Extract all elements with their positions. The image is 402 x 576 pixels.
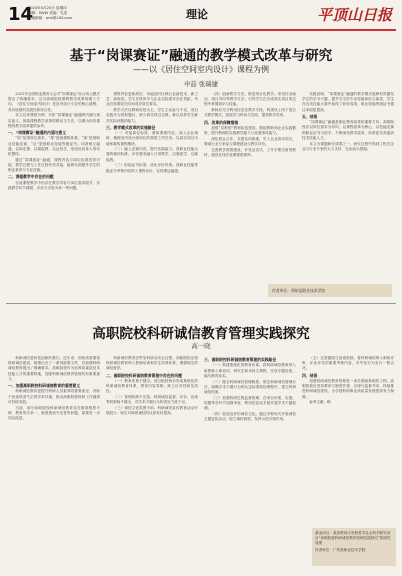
newspaper-masthead: 平顶山日报 (316, 6, 392, 24)
article-2-column-3 (204, 356, 296, 568)
section-heading: 五、结语 (302, 113, 318, 119)
funding-text: 基金项目：某省教育厅高校哲学社会科学研究项目“高职院校科研诚信教育管理实践探究”阶段性成果 (315, 531, 391, 545)
body-paragraph: 加强科研诚信教育管理是一项长期而系统的工程。高职院校应坚持教育与制度并重、自律与监督并举，持续推进科研诚信建设，为学校科研事业高质量发展提供有力保障。 (302, 379, 394, 399)
section-title: 理论 (186, 8, 208, 21)
body-paragraph: 参考文献：略 (309, 400, 331, 405)
article-divider (6, 303, 396, 304)
body-paragraph: （二）管理机制不完善。科研诚信监督、评价、惩戒等机制尚不健全，对学术不端行为的查处力度不足。 (106, 395, 198, 405)
section-heading: 一、“岗课赛证”融通的内涵与意义 (8, 129, 67, 135)
article-1-column-1 (8, 92, 100, 280)
body-paragraph: （三）诚信文化氛围不浓。科研诚信宣传教育活动开展较少，师生对科研诚信的认知有待提高。 (106, 406, 198, 416)
body-paragraph: 本文为课题研究成果之一，研究过程中得到了相关企业与行业专家的大力支持，在此表示感谢。 (302, 141, 394, 151)
article-1-column-2 (106, 92, 198, 280)
body-paragraph: 课程内容更新滞后，未能及时反映行业新技术、新工艺、新规范。学生在校所学与企业实际需求存在差距，毕业后需要较长时间适应岗位要求。 (106, 92, 198, 107)
section-heading: 一、加强高职院校科研诚信教育的重要意义 (8, 383, 81, 389)
article-1-author: 申喆 张瑞捷 (184, 80, 218, 88)
body-paragraph: （一）构建系统化的教育体系。将科研诚信教育纳入新教师入职培训、研究生和本科生课程，开设专题讲座，编写教育读本。 (204, 363, 296, 378)
email-line: 投稿邮箱：pnb@163.com (28, 16, 73, 20)
section-heading: 四、结语 (302, 372, 318, 378)
body-paragraph: （二）健全科研诚信管理制度。制定科研诚信管理办法，明确学术不端行为的认定标准和处理程序，建立科研诚信档案。 (204, 379, 296, 394)
article-2-author-affiliation: 作者单位：广州某职业技术学院 (315, 548, 366, 552)
article-1-column-3 (204, 92, 296, 280)
editor-line: 编辑：SWW 美编：孔浩 (28, 11, 68, 15)
section-heading: 三、教学模式改革的实施路径 (106, 124, 156, 130)
body-paragraph: （二）融入竞赛内容，提升实践能力。将职业技能大赛的赛项标准、评价要求融入日常教学，以赛促学、以赛促教。 (106, 147, 198, 162)
article-2-column-4 (302, 356, 394, 522)
body-paragraph: 深化校企合作，共建实训基地，引入企业真实项目，聘请行业专家参与课程建设与教学评价。 (204, 136, 296, 147)
date-line: 2024年4月25日 星期四 (28, 6, 67, 10)
body-paragraph: （一）教育体系不健全。部分院校尚未形成系统化的科研诚信教育体系，教育内容零散，缺乏针对性和实效性。 (106, 379, 198, 394)
article-2-column-1 (8, 356, 100, 568)
body-paragraph: 科研诚信是科技创新的基石。近年来，国家高度重视科研诚信建设，相继出台了一系列政策文件，对加强科研诚信教育提出了明确要求。高职院校作为培养高素质技术技能人才的重要阵地，加强科研诚信教育管理具有重要意义。 (8, 356, 100, 381)
body-paragraph: 2021年全国职业教育大会对“岗课赛证”综合育人模式提出了明确要求，这为高职院校课程教学改革指明了方向。《居住空间室内设计》是室内设计专业的核心课程，具有较强的实践性和综合性。 (8, 92, 100, 112)
body-paragraph: （三）加强科研过程监督管理。在项目申报、实施、结题等各环节加强审查，利用信息化手段开展学术不端检测。 (204, 395, 296, 411)
body-paragraph: 目前课程教学中仍存在教学内容与岗位需求脱节、实践教学环节薄弱、评价方式较为单一等问题。 (8, 180, 100, 190)
section-heading: 三、高职院校科研诚信教育管理的实践路径 (204, 357, 277, 362)
body-paragraph: 通过“岗课赛证”融通，课程内容与岗位标准有效对接，教学过程与工作过程有效对接，能够全面提升学生的职业素养与专业技能。 (8, 157, 100, 173)
section-heading: 四、改革的保障措施 (204, 119, 239, 125)
body-paragraph: 当前，部分高职院校科研诚信教育存在重视程度不够、教育形式单一、制度建设不完善等问题，需要进一步加以改进。 (8, 405, 100, 420)
article-2-title: 高职院校科研诚信教育管理实践探究 (92, 326, 310, 342)
body-paragraph: 科研诚信教育应贯穿科研活动全过程。高职院校应将科研诚信教育纳入教师培训和学生培养体系，增强师生的诚信意识。 (106, 356, 198, 371)
section-heading: 二、高职院校科研诚信教育管理中存在的问题 (106, 372, 182, 378)
body-paragraph: 加强“双师型”教师队伍建设，鼓励教师到企业实践锻炼，提升教师的实践教学能力与竞赛指导能力。 (204, 125, 296, 136)
body-paragraph: （四）营造良好的诚信文化。通过多种形式开展诚信主题宣传活动，树立诚信典型，发挥示范引领作用。 (204, 411, 296, 421)
article-2-funding-note (312, 528, 396, 566)
section-heading: 二、课程教学中存在的问题 (8, 174, 54, 180)
body-paragraph: 实践表明，“岗课赛证”融通的教学模式能够有效激发学生的学习兴趣，提升学生的专业技能和综合素质，学生在各类技能大赛中取得了较好成绩，职业技能等级证书通过率明显提高。 (302, 92, 394, 112)
article-1-subtitle: ——以《居住空间室内设计》课程为例 (133, 65, 269, 74)
body-paragraph: （三）衔接证书标准，优化评价体系。将职业技能等级证书考核内容纳入课程评价，实现课证融通。 (106, 163, 198, 173)
article-2-author: 高一晓 (191, 342, 211, 350)
body-paragraph: “岗课赛证”融通是职业教育改革的重要方向。高职院校应以岗位需求为导向，以课程改革为核心，以技能竞赛和职业证书为抓手，不断深化教学改革，培养更多高素质技术技能人才。 (302, 120, 394, 140)
body-paragraph: “岗”是指岗位需求，“课”是指课程体系，“赛”是指职业技能竞赛，“证”是指职业技能等级证书。四者相互融通，以岗定课、以赛促教、以证验学，形成协同育人的有机整体。 (8, 136, 100, 156)
page-number: 14 (8, 4, 34, 25)
body-paragraph: 教学方法以教师讲授为主，学生主动参与不足，项目实践多为虚拟题目，缺少真实项目支撑，难以培养学生解决实际问题的能力。 (106, 108, 198, 123)
page-header (6, 4, 396, 30)
article-1-title: 基于“岗课赛证”融通的教学模式改革与研究 (69, 48, 333, 64)
body-paragraph: （一）对接岗位标准，重构课程内容。深入企业调研，梳理室内设计师岗位的典型工作任务，以真实项目为载体重构课程模块。 (106, 131, 198, 146)
body-paragraph: 教师应充分利用信息化教学手段，构建线上线下混合式教学模式，拓展学习时间与空间，提高教学效率。 (204, 108, 296, 118)
header-rule (6, 29, 396, 31)
article-2-column-2 (106, 356, 198, 568)
body-paragraph: 完善教学资源建设，开发活页式、工作手册式新型教材，建设在线开放课程资源库。 (204, 147, 296, 157)
body-paragraph: （五）完善激励与惩戒机制。将科研诚信纳入职称评审、评优评先的重要考核内容，对失信行为实行一票否决。 (302, 356, 394, 371)
body-paragraph: 科研诚信教育是提升科研人员素养的重要途径，有助于营造风清气正的学术环境，推动高职院校科研工作健康可持续发展。 (8, 389, 100, 404)
body-paragraph: （四）创新教学方法，推进项目化教学。采用任务驱动、项目导向等教学方法，引导学生在完成真实项目的过程中掌握知识与技能。 (204, 92, 296, 107)
article-1-author-affiliation: 作者单位：郑州某职业技术学院 (268, 284, 392, 297)
date-meta (28, 6, 72, 21)
article-1-column-4 (302, 92, 394, 280)
body-paragraph: 本文以该课程为例，分析“岗课赛证”融通的内涵与现实意义，探索课程教学改革的路径与方法，以期为同类课程的教学改革提供参考。 (8, 113, 100, 128)
